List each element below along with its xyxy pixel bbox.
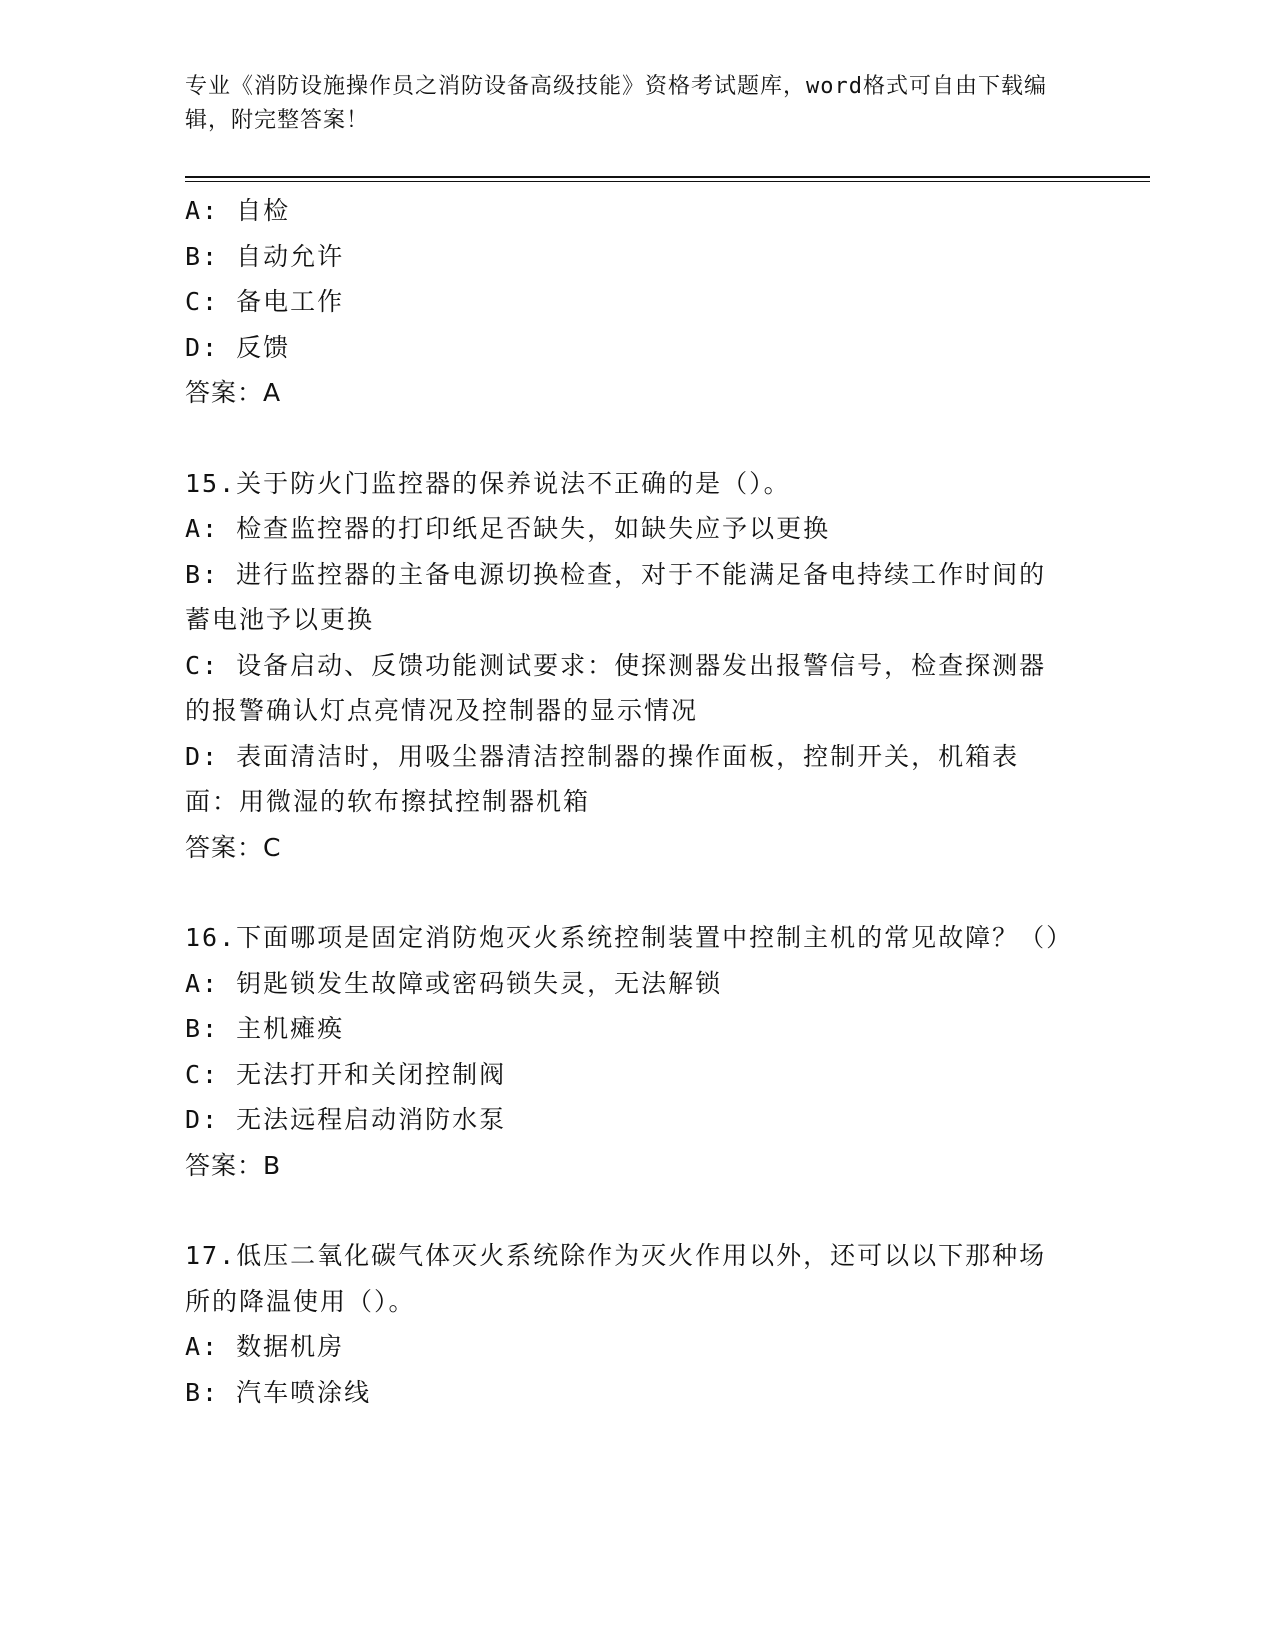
option-d: D: 无法远程启动消防水泵 <box>185 1105 507 1134</box>
option-c: C: 无法打开和关闭控制阀 <box>185 1059 507 1089</box>
question-fragment <box>185 188 1065 416</box>
option-b: B: 主机瘫痪 <box>185 1014 345 1043</box>
option-c: C: 设备启动、反馈功能测试要求：使探测器发出报警信号，检查探测器的报警确认灯点亮情况及控制器的显示情况 <box>185 650 1047 725</box>
spacer <box>185 416 1065 461</box>
option-b: B: 自动允许 <box>185 241 345 271</box>
option-a: A: 检查监控器的打印纸足否缺失，如缺失应予以更换 <box>185 514 831 543</box>
spacer <box>185 870 1065 915</box>
option-a: A: 钥匙锁发生故障或密码锁失灵，无法解锁 <box>185 968 723 998</box>
question-stem: 17.低压二氧化碳气体灭火系统除作为灭火作用以外，还可以以下那种场所的降温使用（）。 <box>185 1241 1047 1316</box>
option-b: B: 汽车喷涂线 <box>185 1377 372 1407</box>
option-b: B: 进行监控器的主备电源切换检查，对于不能满足备电持续工作时间的蓄电池予以更换 <box>185 559 1047 634</box>
question-stem: 15.关于防火门监控器的保养说法不正确的是（）。 <box>185 468 791 498</box>
question-16 <box>185 915 1074 1188</box>
option-a: A: 数据机房 <box>185 1332 345 1361</box>
header-rule <box>185 176 1150 182</box>
question-content <box>185 188 1074 1415</box>
document-page <box>185 70 1150 1415</box>
answer-line: 答案：A <box>185 378 282 407</box>
question-15 <box>185 461 1065 871</box>
option-d: D: 反馈 <box>185 332 291 362</box>
spacer <box>185 1188 1065 1233</box>
answer-line: 答案：B <box>185 1150 282 1180</box>
option-a: A: 自检 <box>185 196 291 225</box>
option-d: D: 表面清洁时，用吸尘器清洁控制器的操作面板，控制开关，机箱表面：用微湿的软布擦拭控制器机箱 <box>185 741 1020 816</box>
question-stem: 16.下面哪项是固定消防炮灭火系统控制装置中控制主机的常见故障？（） <box>185 923 1074 952</box>
question-17 <box>185 1233 1065 1415</box>
option-c: C: 备电工作 <box>185 287 345 316</box>
document-header: 专业《消防设施操作员之消防设备高级技能》资格考试题库，word格式可自由下载编辑，附完整答案！ <box>185 74 1047 133</box>
answer-line: 答案：C <box>185 832 282 862</box>
